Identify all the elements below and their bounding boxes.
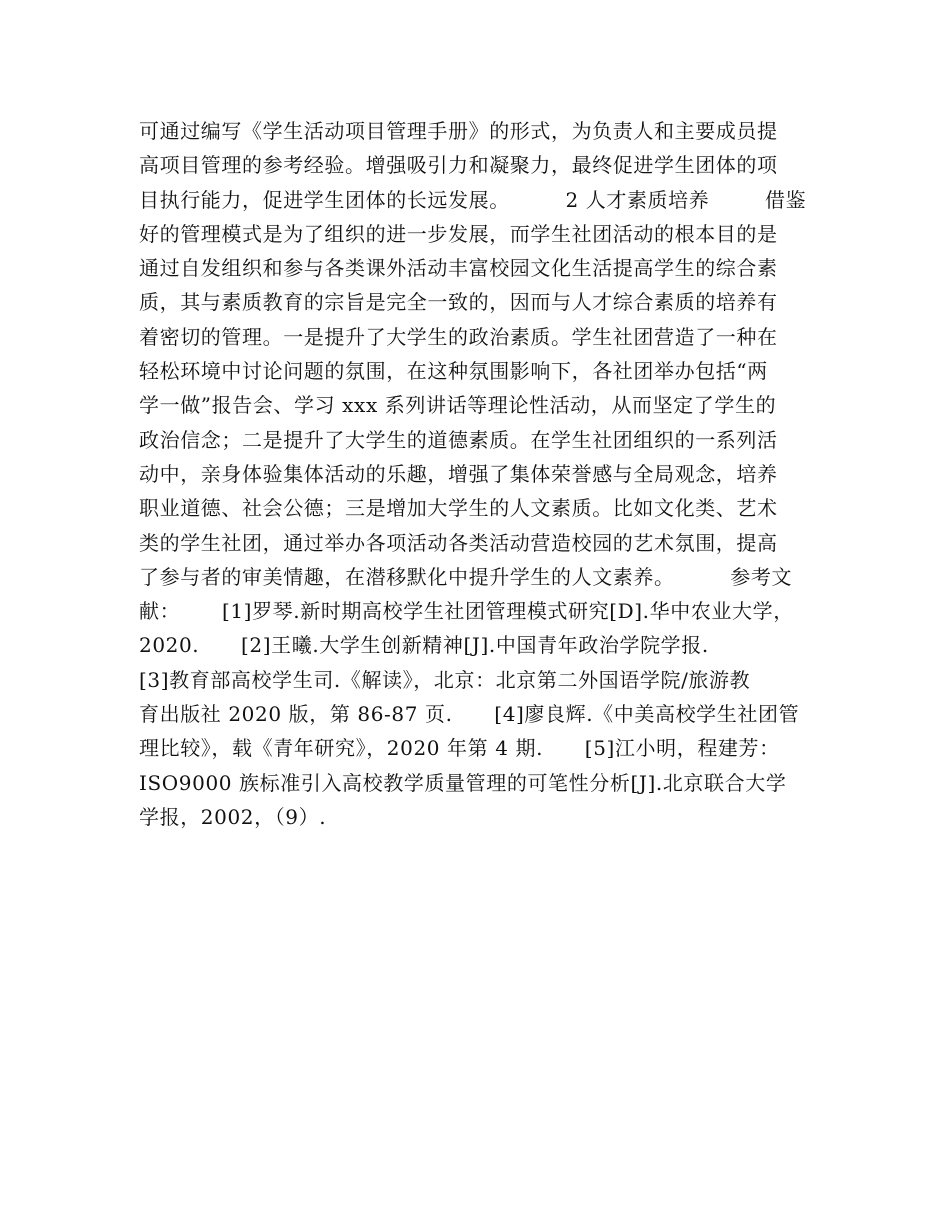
text-line: ISO9000 族标准引入高校教学质量管理的可笔性分析[J].北京联合大学	[139, 770, 787, 795]
text-line: 职业道德、社会公德；三是增加大学生的人文素质。比如文化类、艺术	[139, 496, 778, 521]
text-line: 育出版社 2020 版，第 86-87 页. [4]廖良辉.《中美高校学生社团管	[139, 702, 800, 727]
text-line: 理比较》，载《青年研究》，2020 年第 4 期. [5]江小明，程建芳：	[139, 736, 780, 761]
body-text	[139, 114, 829, 834]
text-line: 通过自发组织和参与各类课外活动丰富校园文化生活提高学生的综合素	[139, 256, 778, 281]
text-line: 了参与者的审美情趣，在潜移默化中提升学生的人文素养。 参考文	[139, 564, 793, 589]
text-line: 好的管理模式是为了组织的进一步发展，而学生社团活动的根本目的是	[139, 221, 778, 246]
text-line: 质，其与素质教育的宗旨是完全一致的，因而与人才综合素质的培养有	[139, 290, 778, 315]
text-line: 学一做”报告会、学习 xxx 系列讲话等理论性活动，从而坚定了学生的	[139, 393, 777, 418]
text-line: 可通过编写《学生活动项目管理手册》的形式，为负责人和主要成员提	[139, 119, 778, 143]
text-line: 目执行能力，促进学生团体的长远发展。 2 人才素质培养 借鉴	[139, 187, 807, 212]
text-line: 2020. [2]王曦.大学生创新精神[J].中国青年政治学院学报.	[139, 633, 709, 658]
text-line: [3]教育部高校学生司.《解读》，北京：北京第二外国语学院/旅游教	[139, 667, 751, 692]
text-line: 献： [1]罗琴.新时期高校学生社团管理模式研究[D].华中农业大学，	[139, 599, 794, 624]
text-line: 类的学生社团，通过举办各项活动各类活动营造校园的艺术氛围，提高	[139, 530, 778, 555]
text-line: 政治信念；二是提升了大学生的道德素质。在学生社团组织的一系列活	[139, 427, 778, 452]
text-line: 轻松环境中讨论问题的氛围，在这种氛围影响下，各社团举办包括“两	[139, 359, 768, 384]
text-line: 着密切的管理。一是提升了大学生的政治素质。学生社团营造了一种在	[139, 324, 778, 349]
text-line: 高项目管理的参考经验。增强吸引力和凝聚力，最终促进学生团体的项	[139, 153, 778, 178]
text-line: 学报，2002，（9）.	[139, 804, 327, 829]
text-line: 动中，亲身体验集体活动的乐趣，增强了集体荣誉感与全局观念，培养	[139, 461, 778, 486]
